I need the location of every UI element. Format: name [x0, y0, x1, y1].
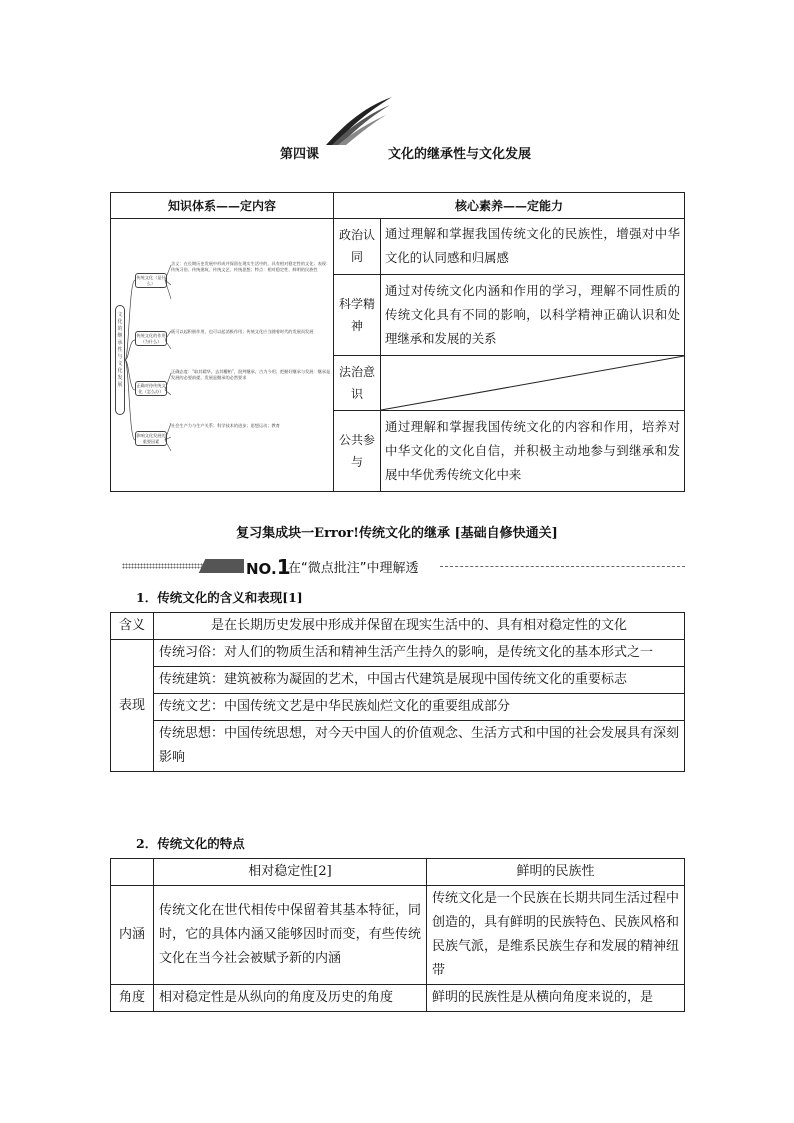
mindmap-root: 文化的继承性与文化发展	[115, 305, 125, 415]
knowledge-table	[110, 192, 685, 492]
dashed-rule	[440, 566, 685, 567]
desc-political: 通过理解和掌握我国传统文化的民族性，增强对中华文化的认同感和归属感	[381, 219, 685, 275]
angle-stability: 相对稳定性是从纵向的角度及历史的角度	[154, 985, 427, 1012]
empty-corner	[111, 859, 154, 886]
col-nationality: 鲜明的民族性	[427, 859, 685, 886]
desc-science: 通过对传统文化内涵和作用的学习，理解不同性质的传统文化具有不同的影响，以科学精神正确认识和处理继承和发展的关系	[381, 274, 685, 355]
form-item: 传统习俗：对人们的物质生活和精神生活产生持久的影响，是传统文化的基本形式之一	[154, 640, 685, 667]
form-item: 传统建筑：建筑被称为凝固的艺术，中国古代建筑是展现中国传统文化的重要标志	[154, 667, 685, 694]
cat-public: 公共参与	[334, 410, 381, 491]
mindmap-node: 正确对待传统文化（怎么办）	[135, 381, 167, 396]
label-content: 内涵	[111, 886, 154, 985]
label-angle: 角度	[111, 985, 154, 1012]
swoosh-decoration-icon	[324, 95, 394, 147]
mindmap-node: 传统文化（是什么）	[135, 273, 167, 288]
no-label: NO.	[246, 560, 277, 578]
content-stability: 传统文化在世代相传中保留着其基本特征，同时，它的具体内涵又能够因时而变，有些传统文化在当今社会被赋予新的内涵	[154, 886, 427, 985]
meaning-table	[110, 612, 685, 772]
dots-decoration	[122, 563, 204, 569]
content-nationality: 传统文化是一个民族在长期共同生活过程中创造的，具有鲜明的民族特色、民族风格和民族气派，是维系民族生存和发展的精神纽带	[427, 886, 685, 985]
cat-law: 法治意识	[334, 355, 381, 410]
mindmap-node-text: 既可以起积极作用，也可以起消极作用；传统文化应当随着时代的发展而发展	[171, 329, 314, 334]
section-heading: 复习集成块一Error!传统文化的继承 [基础自修快通关]	[236, 526, 558, 541]
label-forms: 表现	[111, 640, 154, 772]
mindmap	[111, 235, 333, 475]
subheading-1: 1．传统文化的含义和表现[1]	[136, 590, 303, 605]
cat-science: 科学精神	[334, 274, 381, 355]
no1-badge	[244, 555, 293, 579]
no1-banner	[122, 555, 685, 577]
no-number: 1	[276, 555, 291, 579]
mindmap-node-text: 含义：在长期历史发展中形成并保留在现实生活中的，具有相对稳定性的文化；表现：传统习俗、传统建筑、传统文艺、传统思想；特点：相对稳定性、鲜明的民族性	[171, 261, 331, 272]
angle-nationality: 鲜明的民族性是从横向角度来说的，是	[427, 985, 685, 1012]
mindmap-cell	[111, 219, 334, 492]
cat-political: 政治认同	[334, 219, 381, 275]
desc-public: 通过理解和掌握我国传统文化的内容和作用，培养对中华文化的文化自信，并积极主动地参与到继承和发展中华优秀传统文化中来	[381, 410, 685, 491]
diagonal-line	[381, 356, 684, 410]
lesson-title: 文化的继承性与文化发展	[388, 147, 532, 162]
subheading-2: 2．传统文化的特点	[136, 836, 245, 851]
col-core-literacy: 核心素养——定能力	[334, 193, 685, 219]
features-table	[110, 858, 685, 1012]
no1-caption: 在“微点批注”中理解透	[288, 561, 419, 576]
lesson-header	[280, 95, 550, 165]
meaning-text: 是在长期历史发展中形成并保留在现实生活中的、具有相对稳定性的文化	[154, 613, 685, 640]
lesson-number: 第四课	[280, 147, 320, 162]
mindmap-node: 传统文化的作用（为什么）	[135, 331, 167, 346]
mindmap-node-text: 社会生产力与生产关系；科学技术的进步；思想运动；教育	[171, 423, 280, 428]
diagonal-empty-cell	[381, 355, 685, 410]
col-knowledge-system: 知识体系——定内容	[111, 193, 334, 219]
label-meaning: 含义	[111, 613, 154, 640]
mindmap-node: 影响文化发展的重要因素	[135, 431, 167, 446]
mindmap-node-text: 正确态度：“取其精华，去其糟粕”，批判继承，古为今用；把握好继承与发展：继承是发展的必要前提，发展是继承的必然要求	[171, 369, 331, 380]
col-stability: 相对稳定性[2]	[154, 859, 427, 886]
form-item: 传统思想：中国传统思想，对今天中国人的价值观念、生活方式和中国的社会发展具有深刻影响	[154, 721, 685, 772]
form-item: 传统文艺：中国传统文艺是中华民族灿烂文化的重要组成部分	[154, 694, 685, 721]
